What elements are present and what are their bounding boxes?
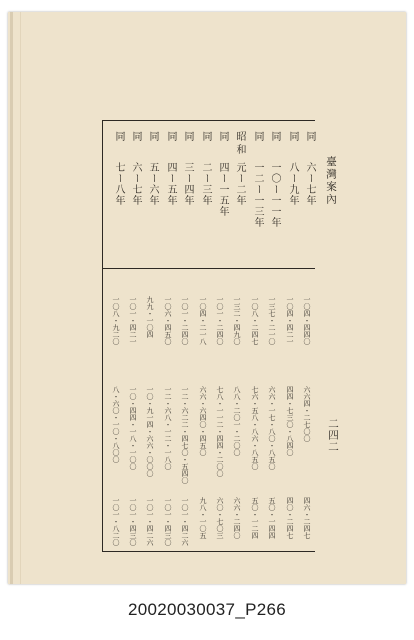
table-top-rule <box>102 120 315 121</box>
row-period: 五ー六年 <box>147 162 158 206</box>
cell-col-a: 一〇四・四四〇 <box>303 296 311 345</box>
cell-col-c: 一〇一・四三〇 <box>164 497 172 546</box>
cell-col-a: 一〇一・二四〇 <box>181 296 189 345</box>
cell-col-a: 一〇四・四二一 <box>286 296 294 345</box>
row-period: 一二ー一三年 <box>252 162 263 228</box>
cell-col-b: 六六・六四〇・四五〇 <box>199 386 207 456</box>
cell-col-b: 七八・一一二・四四・二〇〇 <box>216 386 224 477</box>
cell-col-a: 一〇一・二四〇 <box>216 296 224 345</box>
cell-col-a: 一〇一・四二一 <box>129 296 137 345</box>
table-header-divider <box>102 268 315 269</box>
row-year-label: 同 <box>130 131 141 144</box>
row-year-label: 同 <box>269 131 280 144</box>
cell-col-a: 一三二・四九〇 <box>233 296 241 345</box>
cell-col-a: 一〇八・二四七 <box>251 296 259 345</box>
cell-col-c: 五〇・一二四 <box>251 497 259 539</box>
row-period: 六ー七年 <box>130 162 141 206</box>
row-period: 八ー九年 <box>287 162 298 206</box>
cell-col-b: 一二・六八・一二・一八〇 <box>164 386 172 470</box>
row-period: 元ー二年 <box>234 162 245 206</box>
cell-col-c: 四〇・二四七 <box>286 497 294 539</box>
row-period: 三ー四年 <box>182 162 193 206</box>
cell-col-b: 一〇・九一四・六六・〇〇〇 <box>146 386 154 477</box>
cell-col-a: 一〇六・四五〇 <box>164 296 172 345</box>
page-number: 二四二 <box>327 418 339 453</box>
cell-col-a: 一〇四・二一八 <box>199 296 207 345</box>
row-year-label: 昭和 <box>234 131 245 157</box>
cell-col-a: 一〇八・九二〇 <box>112 296 120 345</box>
image-caption: 20020030037_P266 <box>128 600 286 619</box>
cell-col-c: 四六・二四七 <box>303 497 311 539</box>
cell-col-c: 六〇・七〇三 <box>216 497 224 539</box>
cell-col-c: 五〇・一四四 <box>268 497 276 539</box>
row-period: 四ー五年 <box>165 162 176 206</box>
cell-col-a: 一三七・二一〇 <box>268 296 276 345</box>
cell-col-b: 四四・七三〇・八四〇 <box>286 386 294 456</box>
row-year-label: 同 <box>252 131 263 144</box>
row-period: 四ー一五年 <box>217 162 228 217</box>
row-period: 七ー八年 <box>113 162 124 206</box>
cell-col-c: 一〇一・四二六 <box>181 497 189 546</box>
cell-col-b: 一〇・四四・一八・一〇〇 <box>129 386 137 470</box>
cell-col-b: 六六・一七・八〇・八五〇 <box>268 386 276 470</box>
row-year-label: 同 <box>113 131 124 144</box>
cell-col-a: 九九・一〇四 <box>146 296 154 338</box>
cell-col-b: 六六四・二七〇〇 <box>303 386 311 442</box>
cell-col-b: 八・六〇・一〇・八〇〇 <box>112 386 120 463</box>
row-year-label: 同 <box>147 131 158 144</box>
cell-col-c: 一〇一・四三〇 <box>129 497 137 546</box>
page-fold-shadow <box>10 12 13 584</box>
row-year-label: 同 <box>165 131 176 144</box>
cell-col-c: 九八・一〇五 <box>199 497 207 539</box>
row-year-label: 同 <box>217 131 228 144</box>
table-bottom-rule <box>102 551 315 552</box>
page-fold-line <box>20 12 21 584</box>
table-left-rule <box>102 120 103 551</box>
row-year-label: 同 <box>287 131 298 144</box>
cell-col-c: 一〇一・八二〇 <box>112 497 120 546</box>
row-year-label: 同 <box>304 131 315 144</box>
cell-col-b: 八八・二〇一・二〇〇 <box>233 386 241 456</box>
cell-col-b: 一二・六二二・四七〇・五四〇 <box>181 386 189 484</box>
cell-col-c: 一〇一・四二六 <box>146 497 154 546</box>
running-header-title: 臺灣案內 <box>325 156 337 206</box>
row-period: 二ー三年 <box>200 162 211 206</box>
row-period: 一〇ー一一年 <box>269 162 280 228</box>
row-period: 六ー七年 <box>304 162 315 206</box>
cell-col-b: 七六・五八・八六・八五〇 <box>251 386 259 470</box>
cell-col-c: 六六・二四〇 <box>233 497 241 539</box>
row-year-label: 同 <box>200 131 211 144</box>
row-year-label: 同 <box>182 131 193 144</box>
